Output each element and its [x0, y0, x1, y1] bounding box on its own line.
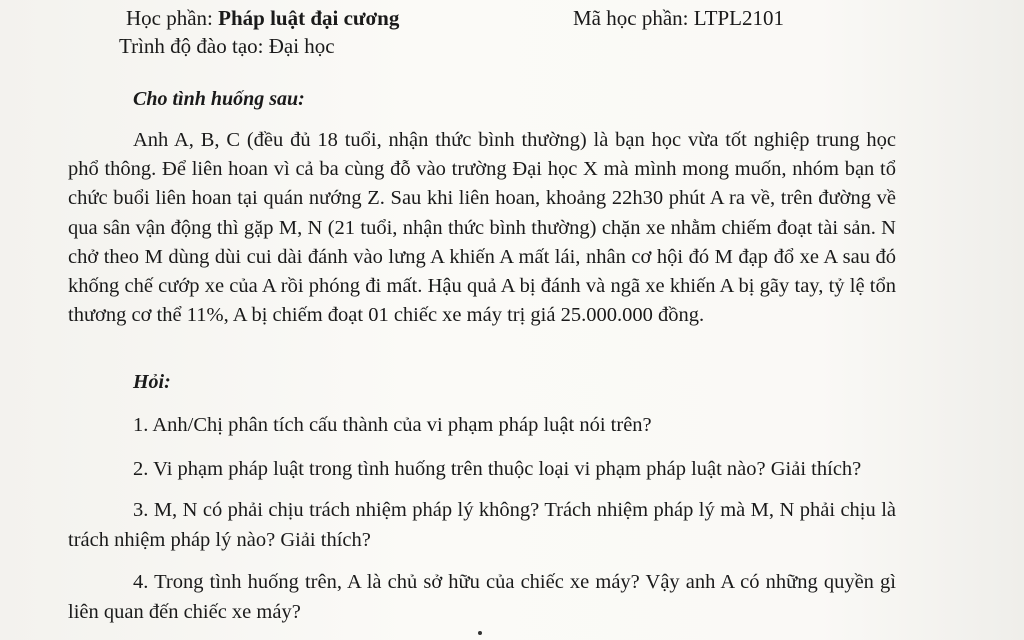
question-2: 2. Vi phạm pháp luật trong tình huống trên thuộc loại vi phạm pháp luật nào? Giải thích? [133, 458, 862, 480]
course-line [126, 6, 399, 31]
question-3: 3. M, N có phải chịu trách nhiệm pháp lý không? Trách nhiệm pháp lý mà M, N phải chịu là trách nhiệm pháp lý nào? Giải thích? [68, 499, 896, 551]
case-heading: Cho tình huống sau: [133, 88, 305, 110]
page-speck [478, 631, 482, 635]
training-level: Trình độ đào tạo: Đại học [119, 34, 335, 58]
course-label: Học phần: [126, 6, 219, 30]
course-code: Mã học phần: LTPL2101 [573, 6, 784, 30]
case-text: Anh A, B, C (đều đủ 18 tuổi, nhận thức bình thường) là bạn học vừa tốt nghiệp trung học phổ thông. Để liên hoan vì cả ba cùng đỗ vào trường Đại học X mà mình mong muốn, nhóm bạn tổ chức buổi liên hoan tại quán nướng Z. Sau khi liên hoan, khoảng 22h30 phút A ra về, trên đường về qua sân vận động thì gặp M, N (21 tuổi, nhận thức bình thường) chặn xe nhằm chiếm đoạt tài sản. N chở theo M dùng dùi cui dài đánh vào lưng A khiến A mất lái, nhân cơ hội đó M đạp đổ xe A sau đó khống chế cướp xe của A rồi phóng đi mất. Hậu quả A bị đánh và ngã xe khiến A bị gãy tay, tỷ lệ tổn thương cơ thể 11%, A bị chiếm đoạt 01 chiếc xe máy trị giá 25.000.000 đồng. [68, 129, 896, 327]
course-name: Pháp luật đại cương [218, 6, 400, 30]
question-1: 1. Anh/Chị phân tích cấu thành của vi phạm pháp luật nói trên? [133, 414, 652, 436]
questions-heading: Hỏi: [133, 371, 171, 393]
question-4: 4. Trong tình huống trên, A là chủ sở hữu của chiếc xe máy? Vậy anh A có những quyền gì liên quan đến chiếc xe máy? [68, 571, 896, 623]
